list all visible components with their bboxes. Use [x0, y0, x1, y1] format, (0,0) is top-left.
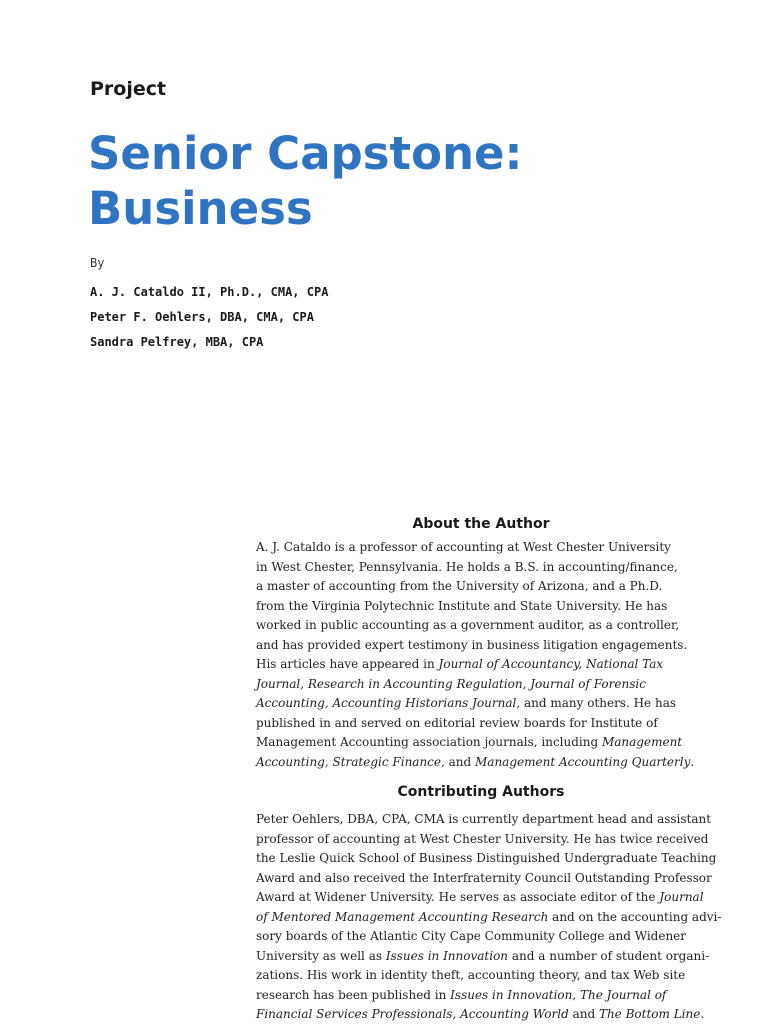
about-author-heading: About the Author [412, 516, 550, 532]
author-list [90, 280, 328, 355]
title-line-1: Senior Capstone: [88, 127, 523, 180]
about-author-section [256, 516, 706, 772]
by-label: By [90, 256, 105, 270]
about-author-text: A. J. Cataldo is a professor of accounting at West Chester University in West Chester, Pennsylvania. He holds a B.S. in accounting/finance, a master of accounting from the University of Arizona, and a Ph.D. from the Virginia Polytechnic Institute and State University. He has worked in public accounting as a government auditor, as a controller, and has provided expert testimony in business litigation engagements. His articles have appeared in Journal of Accountancy, National Tax Journal, Research in Accounting Regulation, Journal of Forensic Accounting, Accounting Historians Journal, and many others. He has published in and served on editorial review boards for Institute of Management Accounting association journals, including Management Accounting, Strategic Finance, and Management Accounting Quarterly. [256, 540, 695, 769]
contributing-authors-section [256, 784, 722, 1025]
document-title [88, 126, 708, 236]
contributing-authors-heading: Contributing Authors [397, 784, 565, 800]
contributing-authors-text: Peter Oehlers, DBA, CPA, CMA is currently department head and assistant professor of accounting at West Chester University. He has twice received the Leslie Quick School of Business Distinguished Undergraduate Teaching Award and also received the Interfraternity Council Outstanding Professor Award at Widener University. He serves as associate editor of the Journal of Mentored Management Accounting Research and on the accounting advi- sory boards of the Atlantic City Cape Community College and Widener University as well as Issues in Innovation and a number of student organi- zations. His work in identity theft, accounting theory, and tax Web site research has been published in Issues in Innovation, The Journal of Financial Services Professionals, Accounting World and The Bottom Line. [256, 812, 722, 1021]
author-name: Peter F. Oehlers, DBA, CMA, CPA [90, 310, 314, 324]
author-name: Sandra Pelfrey, MBA, CPA [90, 335, 264, 349]
section-label: Project [90, 78, 167, 100]
author-name: A. J. Cataldo II, Ph.D., CMA, CPA [90, 285, 329, 299]
title-line-2: Business [88, 182, 313, 235]
